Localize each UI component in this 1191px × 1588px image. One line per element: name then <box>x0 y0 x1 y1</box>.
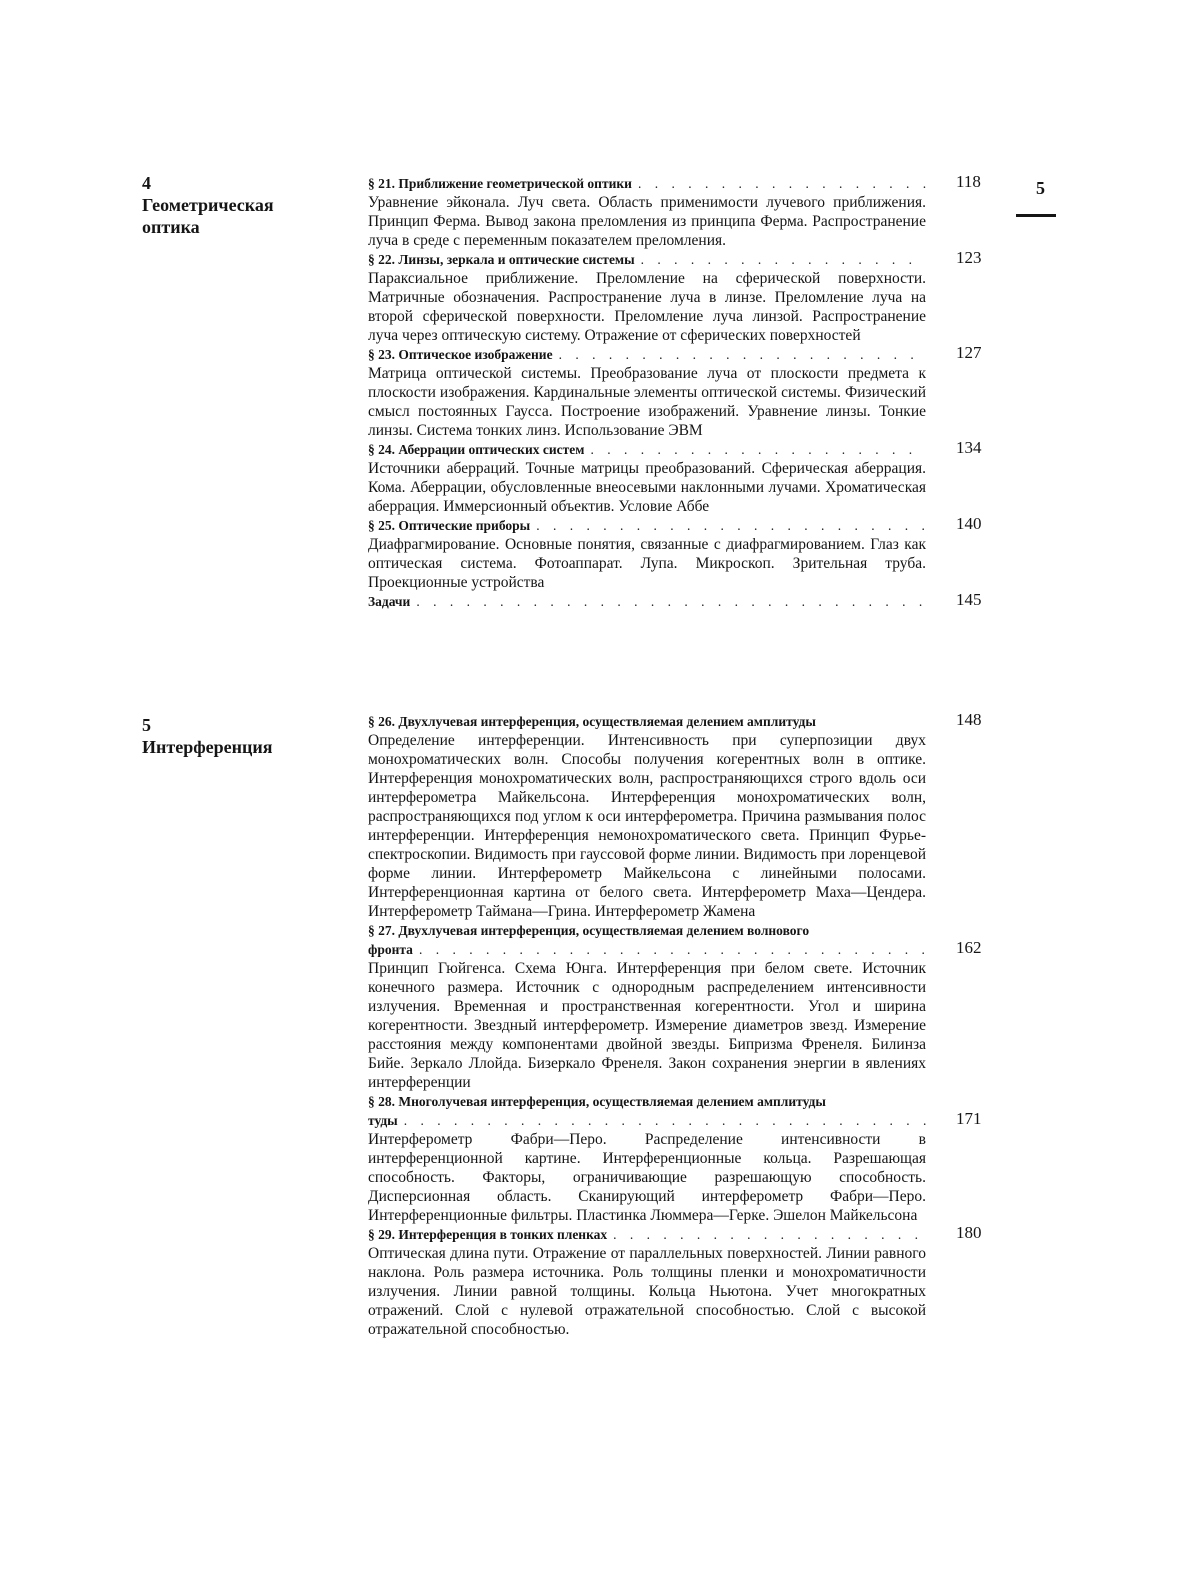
chapter-title: Геометрическая оптика <box>142 195 274 237</box>
entry-description: Интерферометр Фабри—Перо. Распределение интенсивности в интерференционной картине. Интерференционные кольца. Разрешающая способность. Факторы, ограничивающие разрешающую способность. Дисперсионная область. Сканирующий интерферометр Фабри—Перо. Интерференционные фильтры. Пластинка Люммера—Герке. Эшелон Майкельсона <box>368 1131 926 1224</box>
toc-entry[interactable] <box>368 514 982 592</box>
toc-entry[interactable] <box>368 172 981 250</box>
chapter-number: 5 <box>142 715 151 735</box>
chapter-title: Интерференция <box>142 737 273 757</box>
toc-entry[interactable] <box>368 248 982 345</box>
chapter-toc <box>368 710 982 1339</box>
chapter-toc <box>368 172 982 611</box>
entry-heading-continuation: фронта <box>368 942 413 957</box>
entry-heading: § 25. Оптические приборы <box>368 518 531 533</box>
entry-page-number: 180 <box>956 1223 982 1242</box>
toc-entry[interactable] <box>368 1092 982 1225</box>
entry-page-number: 140 <box>956 514 982 533</box>
entry-page-number: 123 <box>956 248 982 267</box>
entry-heading-continuation: туды <box>368 1113 398 1128</box>
entry-heading: § 21. Приближение геометрической оптики <box>368 176 632 191</box>
toc-entry[interactable] <box>368 921 982 1092</box>
entry-description: Диафрагмирование. Основные понятия, связанные с диафрагмированием. Глаз как оптическая система. Фотоаппарат. Лупа. Микроскоп. Зрительная труба. Проекционные устройства <box>368 536 926 591</box>
entry-page-number: 134 <box>956 438 982 457</box>
entry-page-number: 162 <box>956 938 982 957</box>
entry-page-number: 118 <box>956 172 981 191</box>
toc-entry[interactable] <box>368 710 982 921</box>
toc-entry[interactable] <box>368 438 982 516</box>
entry-heading: § 26. Двухлучевая интерференция, осуществляемая делением амплитуды <box>368 714 816 729</box>
entry-page-number: 148 <box>956 710 982 729</box>
entry-heading: Задачи <box>368 594 411 609</box>
page-number-rule <box>1016 214 1056 217</box>
entry-description: Уравнение эйконала. Луч света. Область применимости лучевого приближения. Принцип Ферма. Вывод закона преломления из принципа Ферма. Распространение луча в среде с переменным показателем преломления. <box>368 194 926 249</box>
entry-heading: § 27. Двухлучевая интерференция, осуществляемая делением волнового <box>368 923 810 938</box>
entry-description: Определение интерференции. Интенсивность при суперпозиции двух монохроматических волн. Способы получения когерентных волн в оптике. Интерференция монохроматических волн, распространяющихся строго вдоль оси интерферометра Майкельсона. Интерференция монохроматических волн, распространяющихся под углом к оси интерферометра. Причина размывания полос интерференции. Интерференция немонохроматического света. Принцип Фурье-спектроскопии. Видимость при гауссовой форме линии. Видимость при лоренцевой форме линии. Интерферометр Майкельсона с линейными полосами. Интерференционная картина от белого света. Интерферометр Маха—Цендера. Интерферометр Таймана—Грина. Интерферометр Жамена <box>368 732 926 920</box>
toc-entry[interactable] <box>368 1223 982 1339</box>
entry-description: Принцип Гюйгенса. Схема Юнга. Интерференция при белом свете. Источник конечного размера. Источник с однородным распределением интенсивности излучения. Временная и пространственная когерентности. Угол и ширина когерентности. Звездный интерферометр. Измерение диаметров звезд. Измерение расстояния между компонентами двойной звезды. Бипризма Френеля. Билинза Бийе. Зеркало Ллойда. Бизеркало Френеля. Закон сохранения энергии в явлениях интерференции <box>368 960 926 1091</box>
page-number: 5 <box>1036 178 1045 198</box>
chapter-label <box>142 714 317 758</box>
entry-page-number: 127 <box>956 343 982 362</box>
entry-heading: § 23. Оптическое изображение <box>368 347 553 362</box>
entry-description: Матрица оптической системы. Преобразование луча от плоскости предмета к плоскости изображения. Кардинальные элементы оптической системы. Физический смысл постоянных Гаусса. Построение изображений. Уравнение линзы. Тонкие линзы. Система тонких линз. Использование ЭВМ <box>368 365 926 439</box>
entry-description: Параксиальное приближение. Преломление на сферической поверхности. Матричные обозначения. Распространение луча в линзе. Преломление луча на второй сферической поверхности. Преломление луча линзой. Распространение луча через оптическую систему. Отражение от сферических поверхностей <box>368 270 926 344</box>
toc-entry[interactable] <box>368 343 982 440</box>
entry-description: Оптическая длина пути. Отражение от параллельных поверхностей. Линии равного наклона. Роль размера источника. Роль толщины пленки и монохроматичности излучения. Линии равной толщины. Кольца Ньютона. Учет многократных отражений. Слой с нулевой отражательной способностью. Слой с высокой отражательной способностью. <box>368 1245 926 1338</box>
entry-description: Источники аберраций. Точные матрицы преобразований. Сферическая аберрация. Кома. Аберрации, обусловленные внеосевыми наклонными лучами. Хроматическая аберрация. Иммерсионный объектив. Условие Аббе <box>368 460 926 515</box>
entry-heading: § 28. Многолучевая интерференция, осуществляемая делением амплитуды <box>368 1094 826 1109</box>
toc-entry-problems[interactable] <box>368 590 982 611</box>
entry-page-number: 171 <box>956 1109 982 1128</box>
entry-heading: § 24. Аберрации оптических систем <box>368 442 585 457</box>
entry-heading: § 29. Интерференция в тонких пленках <box>368 1227 608 1242</box>
chapter-label <box>142 172 317 238</box>
entry-heading: § 22. Линзы, зеркала и оптические системы <box>368 252 635 267</box>
chapter-number: 4 <box>142 173 151 193</box>
entry-page-number: 145 <box>956 590 982 609</box>
